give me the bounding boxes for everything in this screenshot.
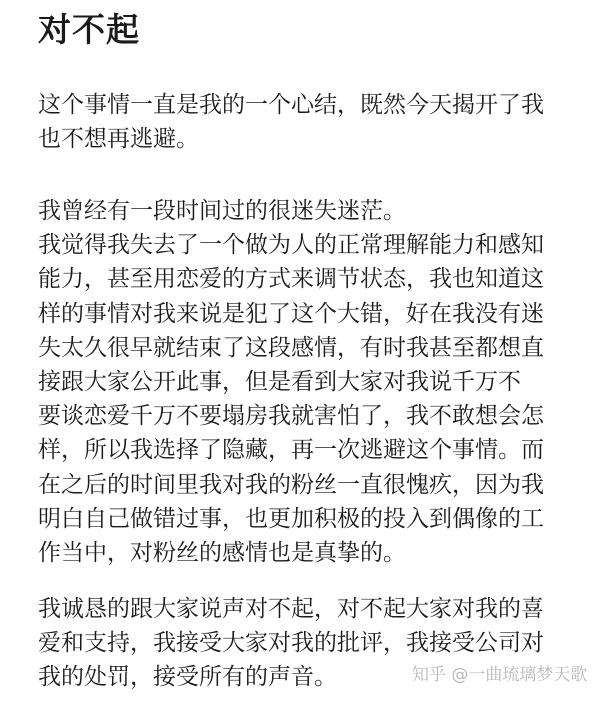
text-line: 在之后的时间里我对我的粉丝一直很愧疚，因为我 xyxy=(38,471,544,498)
text-line: 明白自己做错过事，也更加积极的投入到偶像的工 xyxy=(38,505,544,532)
text-line: 我的处罚，接受所有的声音。 xyxy=(38,664,337,691)
text-line: 接跟大家公开此事，但是看到大家对我说千万不 xyxy=(38,368,521,395)
text-line: 作当中，对粉丝的感情也是真挚的。 xyxy=(38,539,406,566)
text-line: 我觉得我失去了一个做为人的正常理解能力和感知 xyxy=(38,232,544,259)
text-line: 样，所以我选择了隐藏，再一次逃避这个事情。而 xyxy=(38,437,544,464)
text-line: 失太久很早就结束了这段感情，有时我甚至都想直 xyxy=(38,334,544,361)
text-line: 能力，甚至用恋爱的方式来调节状态，我也知道这 xyxy=(38,266,544,293)
text-line: 要谈恋爱千万不要塌房我就害怕了，我不敢想会怎 xyxy=(38,403,544,430)
text-line: 我诚恳的跟大家说声对不起，对不起大家对我的喜 xyxy=(38,596,544,622)
zhihu-watermark: 知乎 @一曲琉璃梦天歌 xyxy=(412,665,588,685)
text-line: 这个事情一直是我的一个心结，既然今天揭开了我 xyxy=(38,92,544,118)
paragraph-1 xyxy=(38,88,568,156)
text-line: 样的事情对我来说是犯了这个大错，好在我没有迷 xyxy=(38,300,544,327)
text-line: 爱和支持，我接受大家对我的批评，我接受公司对 xyxy=(38,630,544,657)
page-title: 对不起 xyxy=(38,10,140,49)
paragraph-2 xyxy=(38,194,568,570)
text-line: 也不想再逃避。 xyxy=(38,126,199,153)
text-line: 我曾经有一段时间过的很迷失迷茫。 xyxy=(38,198,406,224)
